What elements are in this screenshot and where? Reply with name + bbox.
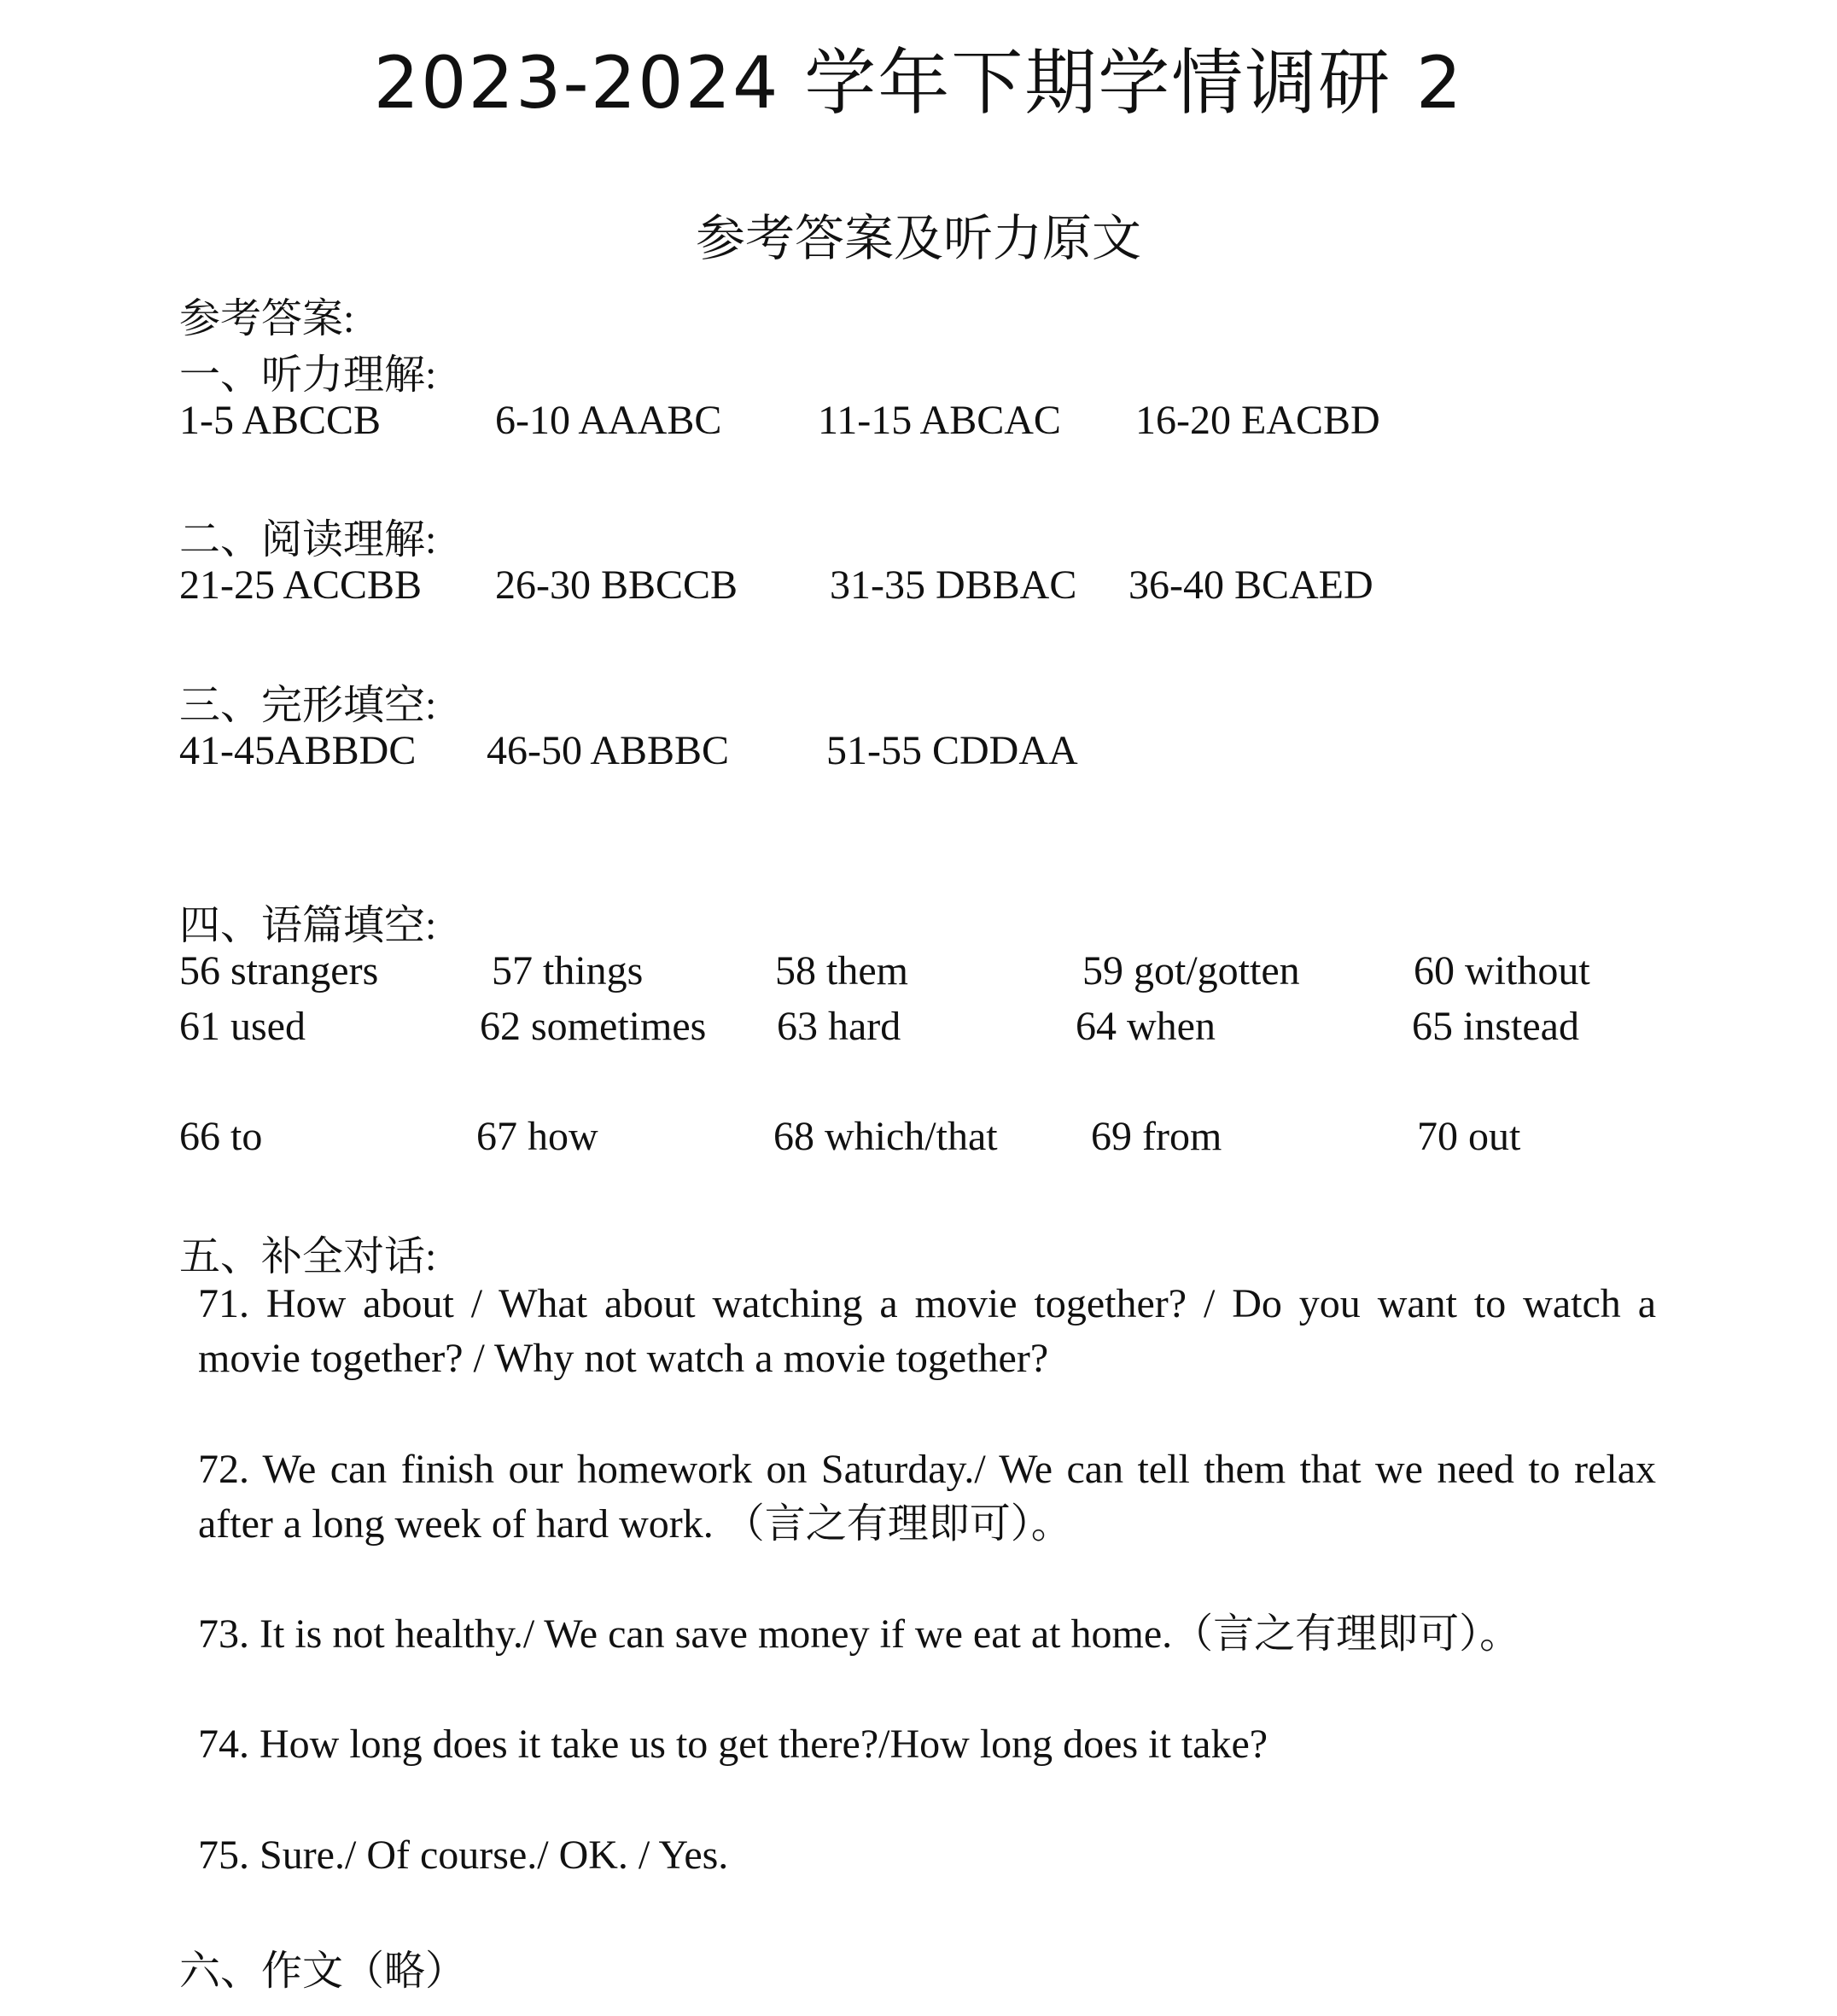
fill-answer: 67 how xyxy=(476,1114,598,1159)
fill-answer: 66 to xyxy=(179,1114,263,1159)
fill-answer: 60 without xyxy=(1414,948,1590,993)
answer-group: 21-25 ACCBB xyxy=(179,562,423,608)
fill-answer: 59 got/gotten xyxy=(1082,948,1300,993)
page-subtitle: 参考答案及听力原文 xyxy=(695,211,1141,266)
section-cloze-heading: 三、完形填空: xyxy=(179,683,437,728)
answer-group: 41-45ABBDC xyxy=(179,728,417,773)
section-fill-heading: 四、语篇填空: xyxy=(179,903,437,948)
section-writing-heading: 六、作文（略） xyxy=(179,1949,467,1994)
fill-answer: 57 things xyxy=(492,948,644,993)
fill-answer: 68 which/that xyxy=(773,1114,998,1159)
fill-answer: 69 from xyxy=(1091,1114,1222,1159)
section-listening-heading: 一、听力理解: xyxy=(179,353,437,398)
answer-group: 46-50 ABBBC xyxy=(487,728,730,773)
section-reading-heading: 二、阅读理解: xyxy=(179,517,437,562)
answer-group: 26-30 BBCCB xyxy=(495,562,738,608)
answer-group: 36-40 BCAED xyxy=(1128,562,1373,608)
fill-answer: 64 when xyxy=(1076,1004,1216,1049)
answer-group: 1-5 ABCCB xyxy=(179,398,382,443)
fill-answer: 65 instead xyxy=(1412,1004,1579,1049)
answer-group: 31-35 DBBAC xyxy=(830,562,1077,608)
fill-answer: 63 hard xyxy=(777,1004,901,1049)
section-dialogue-heading: 五、补全对话: xyxy=(179,1234,437,1279)
dialogue-answer: 72. We can finish our homework on Saturday./ We can tell them that we need to relax after a long week of hard work. （言之有理即可）。 xyxy=(198,1447,1656,1547)
dialogue-answer: 74. How long does it take us to get there?/How long does it take? xyxy=(198,1722,1268,1767)
page-title: 2023-2024 学年下期学情调研 2 xyxy=(373,41,1464,125)
fill-answer: 61 used xyxy=(179,1004,306,1049)
dialogue-answer: 75. Sure./ Of course./ OK. / Yes. xyxy=(198,1832,729,1878)
answer-group: 16-20 EACBD xyxy=(1135,398,1380,443)
answer-group: 6-10 AAABC xyxy=(495,398,722,443)
answer-group: 51-55 CDDAA xyxy=(826,728,1078,773)
fill-answer: 70 out xyxy=(1417,1114,1521,1159)
answer-group: 11-15 ABCAC xyxy=(818,398,1061,443)
fill-answer: 62 sometimes xyxy=(480,1004,707,1049)
fill-answer: 56 strangers xyxy=(179,948,379,993)
dialogue-answer: 71. How about / What about watching a movie together? / Do you want to watch a movie together? / Why not watch a movie together? xyxy=(198,1281,1656,1381)
fill-answer: 58 them xyxy=(775,948,908,993)
dialogue-answer: 73. It is not healthy./ We can save money if we eat at home.（言之有理即可）。 xyxy=(198,1611,1521,1657)
answers-heading: 参考答案: xyxy=(179,296,355,341)
